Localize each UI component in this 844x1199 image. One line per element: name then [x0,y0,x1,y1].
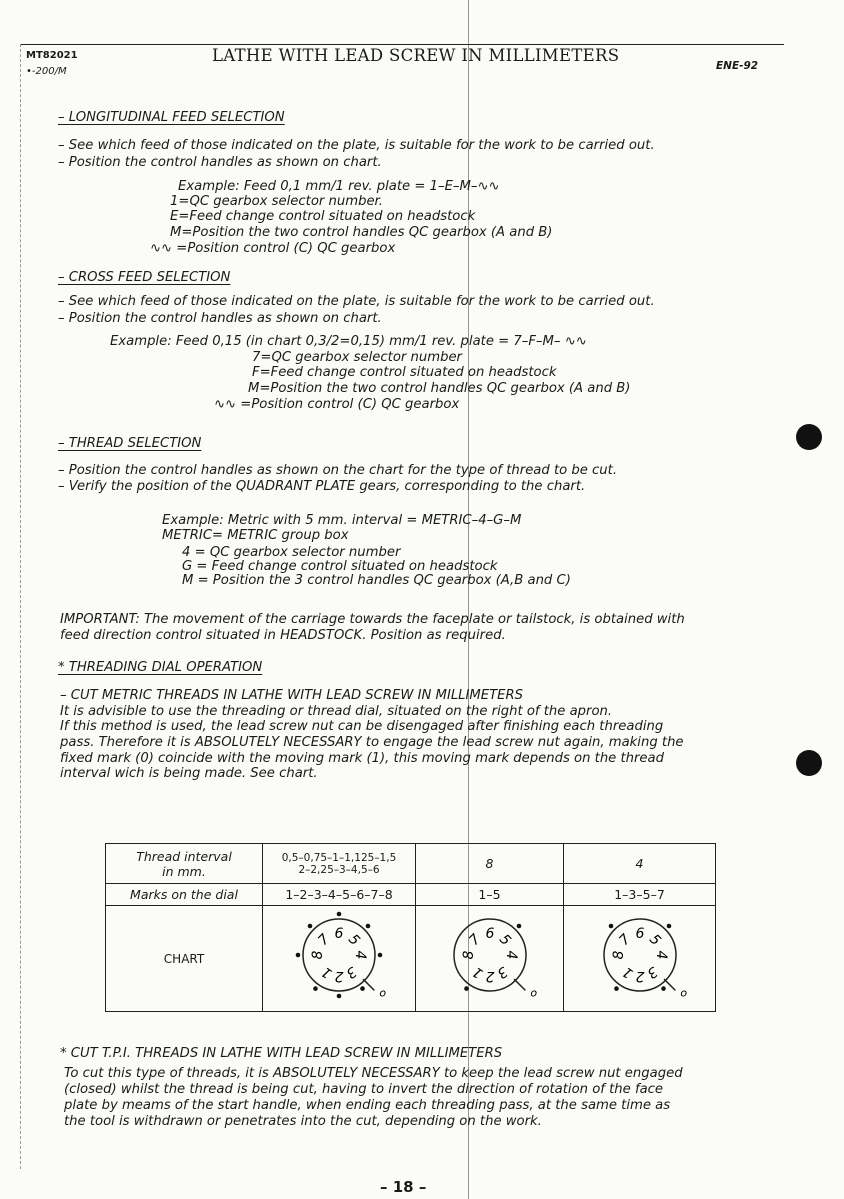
dial-mark-2 [337,994,342,999]
document-subcode: •-200/M [26,66,67,77]
section-heading-thread: – THREAD SELECTION [58,436,202,451]
threading-dial-table [105,843,716,1012]
dial-number-1: 1 [469,963,486,982]
thread-example-1: Example: Metric with 5 mm. interval = METRIC–4–G–M [162,513,522,528]
table-cell-marks-3: 1–3–5–7 [564,884,716,906]
table-cell-interval-group-2 [416,844,564,884]
document-code: MT82021 [26,50,78,61]
dial-mark-5 [516,924,521,929]
tpi-line-5: the tool is withdrawn or penetrates into the cut, depending on the work. [64,1114,542,1129]
cross-example-1: Example: Feed 0,15 (in chart 0,3/2=0,15) mm/1 rev. plate = 7–F–M– ∿∿ [110,334,587,349]
important-line-1: IMPORTANT: The movement of the carriage towards the faceplate or tailstock, is obtained with [60,612,685,627]
dial-zero-mark: o [379,986,387,1000]
cross-line-1: – See which feed of those indicated on the plate, is suitable for the work to be carried out. [58,294,655,309]
page-title: LATHE WITH LEAD SCREW IN MILLIMETERS [212,46,620,65]
dial-zero-mark: o [529,986,537,1000]
table-row [106,884,716,906]
cross-example-2: 7=QC gearbox selector number [252,350,462,365]
dial-diagram-2 [430,907,550,1007]
longitudinal-line-1: – See which feed of those indicated on the plate, is suitable for the work to be carried out. [58,138,655,153]
dial-line-6: interval wich is being made. See chart. [60,766,318,781]
dial-number-2: 2 [485,968,494,984]
left-margin-rule [20,44,21,1169]
table-cell-dial-1 [263,906,416,1012]
longitudinal-example-1: Example: Feed 0,1 mm/1 rev. plate = 1–E–M–∿∿ [178,179,500,194]
table-cell-dial-3 [564,906,716,1012]
page-number: – 18 – [380,1178,427,1196]
dial-number-3: 3 [342,963,360,982]
thread-interval-label-1: Thread interval [136,848,232,864]
cross-example-3: F=Feed change control situated on headstock [252,365,557,380]
dial-number-7: 7 [465,931,484,949]
dial-number-4: 4 [352,950,368,960]
dial-number-8: 8 [610,950,627,960]
dial-number-5: 5 [645,931,664,949]
dial-number-4: 4 [652,950,669,960]
interval-group-3-value: 4 [635,856,644,871]
dial-line-1: – CUT METRIC THREADS IN LATHE WITH LEAD SCREW IN MILLIMETERS [60,688,524,703]
dial-mark-1 [313,986,318,991]
dial-number-1: 1 [318,963,336,982]
table-cell-thread-interval-label [106,844,263,884]
thread-line-2: – Verify the position of the QUADRANT PLATE gears, corresponding to the chart. [58,479,586,494]
tpi-line-4: plate by meams of the start handle, when ending each threading pass, at the same time as [64,1098,671,1113]
cross-example-5: ∿∿ =Position control (C) QC gearbox [214,397,460,412]
dial-mark-3 [661,986,666,991]
thread-example-4: G = Feed change control situated on headstock [182,559,498,574]
important-line-2: feed direction control situated in HEADSTOCK. Position as required. [60,628,506,643]
longitudinal-example-3: E=Feed change control situated on headstock [170,209,476,224]
cross-example-4: M=Position the two control handles QC gearbox (A and B) [248,381,631,396]
dial-number-3: 3 [643,963,660,982]
thread-example-3: 4 = QC gearbox selector number [182,545,401,560]
dial-mark-6 [337,912,342,917]
longitudinal-example-5: ∿∿ =Position control (C) QC gearbox [150,241,396,256]
dial-number-1: 1 [619,963,636,982]
dial-line-5: fixed mark (0) coincide with the moving mark (1), this moving mark depends on the thread [60,751,664,766]
thread-example-2: METRIC= METRIC group box [162,528,349,543]
dial-number-7: 7 [615,931,634,949]
dial-mark-1 [614,986,619,991]
dial-mark-7 [608,924,613,929]
dial-number-5: 5 [495,931,514,949]
thread-example-5: M = Position the 3 control handles QC gearbox (A,B and C) [182,573,571,588]
section-heading-longitudinal: – LONGITUDINAL FEED SELECTION [58,110,285,125]
interval-group-1-line-2: 2–2,25–3–4,5–6 [298,863,380,876]
dial-mark-5 [666,924,671,929]
interval-group-2-value: 8 [485,856,494,871]
dial-number-2: 2 [635,968,644,984]
thread-line-1: – Position the control handles as shown on the chart for the type of thread to be cut. [58,463,618,478]
table-cell-dial-2 [416,906,564,1012]
dial-number-6: 6 [485,926,494,942]
dial-mark-7 [308,924,313,929]
dial-diagram-1 [279,907,399,1007]
dial-mark-4 [378,953,383,958]
table-row [106,906,716,1012]
interval-group-1-line-1: 0,5–0,75–1–1,125–1,5 [281,851,397,864]
dial-number-6: 6 [635,926,644,942]
table-cell-chart-label: CHART [106,906,263,1012]
dial-diagram-3 [580,907,700,1007]
dial-number-2: 2 [334,968,344,984]
dial-number-8: 8 [460,950,477,960]
dial-zero-mark: o [679,986,687,1000]
dial-number-7: 7 [315,931,333,949]
section-heading-dial: * THREADING DIAL OPERATION [58,660,263,675]
dial-line-2: It is advisible to use the threading or thread dial, situated on the right of the apron. [60,704,613,719]
thread-interval-label-2: in mm. [162,863,206,879]
dial-number-8: 8 [310,950,326,960]
dial-mark-8 [296,953,301,958]
dial-number-3: 3 [493,963,510,982]
binder-hole [796,750,822,776]
dial-number-6: 6 [334,926,344,942]
longitudinal-example-2: 1=QC gearbox selector number. [170,194,383,209]
dial-mark-1 [464,986,469,991]
header-rule [20,44,784,45]
table-cell-interval-group-3 [564,844,716,884]
table-row [106,844,716,884]
tpi-line-1: * CUT T.P.I. THREADS IN LATHE WITH LEAD SCREW IN MILLIMETERS [60,1046,503,1061]
tpi-line-3: (closed) whilst the thread is being cut, having to invert the direction of rotation of the face [64,1082,664,1097]
longitudinal-line-2: – Position the control handles as shown on chart. [58,155,382,170]
dial-mark-5 [366,924,371,929]
table-cell-marks-1: 1–2–3–4–5–6–7–8 [263,884,416,906]
table-cell-marks-label: Marks on the dial [106,884,263,906]
section-heading-cross: – CROSS FEED SELECTION [58,270,231,285]
dial-fixed-pointer [514,979,525,990]
dial-number-4: 4 [502,950,519,960]
dial-line-3: If this method is used, the lead screw nut can be disengaged after finishing each threading [60,719,664,734]
dial-line-4: pass. Therefore it is ABSOLUTELY NECESSARY to engage the lead screw nut again, making the [60,735,684,750]
table-cell-interval-group-1 [263,844,416,884]
tpi-line-2: To cut this type of threads, it is ABSOLUTELY NECESSARY to keep the lead screw nut engaged [64,1066,683,1081]
longitudinal-example-4: M=Position the two control handles QC gearbox (A and B) [170,225,553,240]
dial-mark-3 [360,986,365,991]
dial-number-5: 5 [345,931,363,949]
table-cell-marks-2: 1–5 [416,884,564,906]
cross-line-2: – Position the control handles as shown on chart. [58,311,382,326]
binder-hole [796,424,822,450]
document-date: ENE-92 [716,60,759,72]
